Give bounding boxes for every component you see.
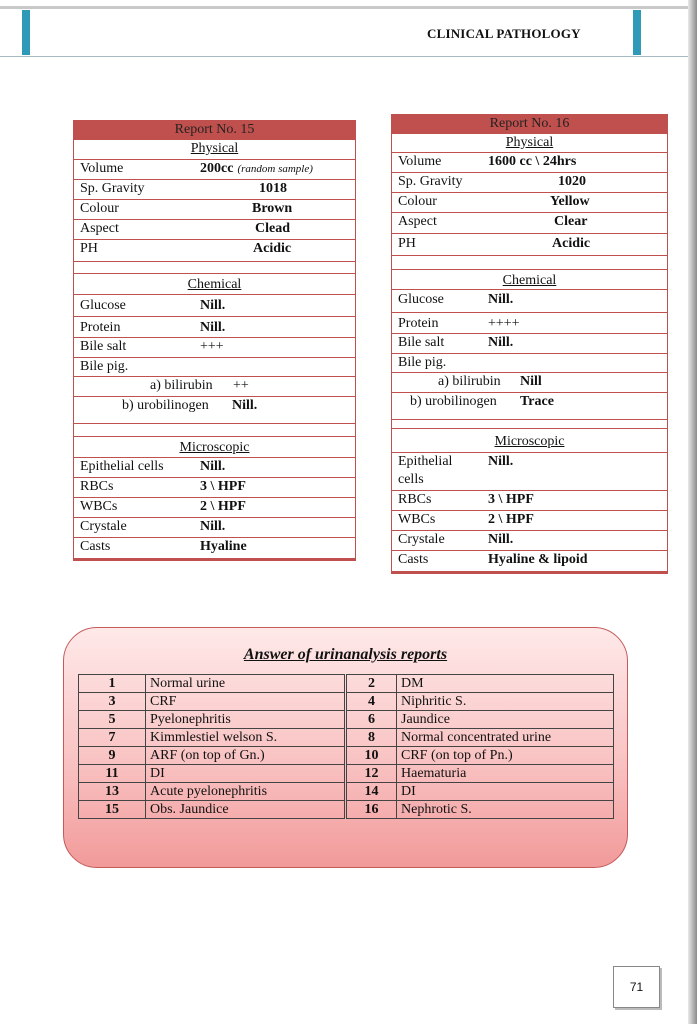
colour-row [74,199,355,219]
wbcs-value: 2 \ HPF [200,499,246,514]
table-row [79,765,614,783]
answer-diagnosis: ARF (on top of Gn.) [146,747,346,765]
spacer-row [392,255,667,269]
glucose-label: Glucose [398,292,444,307]
sp-gravity-row [74,179,355,199]
page-header [0,10,697,57]
aspect-value: Clead [255,221,290,236]
colour-value: Yellow [550,194,590,209]
answer-number: 1 [79,675,146,693]
aspect-value: Clear [554,214,588,229]
answer-diagnosis: CRF [146,693,346,711]
answer-number: 4 [346,693,397,711]
answer-diagnosis: DI [397,783,614,801]
answer-number: 11 [79,765,146,783]
answer-diagnosis: DI [146,765,346,783]
sp-gravity-row [392,172,667,192]
answer-diagnosis: Jaundice [397,711,614,729]
urobilinogen-value: Nill. [232,398,258,413]
bile-salt-value: +++ [200,339,224,354]
casts-row [392,550,667,573]
bile-pig-row [74,357,355,376]
answer-diagnosis: CRF (on top of Pn.) [397,747,614,765]
wbcs-label: WBCs [80,499,118,514]
crystale-label: Crystale [80,519,127,534]
ph-value: Acidic [253,241,292,256]
protein-value: Nill. [200,320,226,335]
epithelial-row [74,457,355,477]
epithelial-value: Nill. [488,454,514,469]
rbcs-label: RBCs [80,479,114,494]
protein-value: ++++ [488,316,520,331]
report-15-table [73,120,356,561]
casts-label: Casts [398,552,429,567]
crystale-value: Nill. [488,532,514,547]
table-row [79,783,614,801]
protein-row [74,316,355,337]
bile-pig-label: Bile pig. [398,355,447,370]
colour-row [392,192,667,212]
answer-number: 3 [79,693,146,711]
bile-salt-row [392,333,667,353]
urobilinogen-row [392,392,667,419]
spacer-row [74,423,355,436]
answer-number: 2 [346,675,397,693]
bile-salt-label: Bile salt [398,335,445,350]
wbcs-row [74,497,355,517]
rbcs-value: 3 \ HPF [488,492,534,507]
epithelial-row [392,452,667,490]
glucose-value: Nill. [200,298,226,313]
chemical-heading: Chemical [392,269,667,289]
bilirubin-label: a) bilirubin [150,378,213,393]
report-16-table [391,114,668,574]
urobilinogen-row [74,396,355,423]
casts-row [74,537,355,560]
glucose-row [74,294,355,316]
bile-salt-row [74,337,355,357]
aspect-label: Aspect [398,214,437,229]
glucose-value: Nill. [488,292,514,307]
volume-note: (random sample) [237,163,313,175]
glucose-row [392,289,667,312]
aspect-row [74,219,355,239]
wbcs-value: 2 \ HPF [488,512,534,527]
sp-gravity-label: Sp. Gravity [80,181,145,196]
volume-row [392,152,667,172]
sp-gravity-value: 1018 [259,181,287,196]
volume-label: Volume [80,161,124,176]
volume-label: Volume [398,154,442,169]
bilirubin-label: a) bilirubin [438,374,501,389]
epithelial-label: Epithelial [398,454,453,469]
answer-number: 15 [79,801,146,819]
epithelial-label-line2: cells [398,472,424,487]
bilirubin-row [74,376,355,396]
table-row [79,801,614,819]
volume-value: 1600 cc \ 24hrs [488,154,577,169]
rbcs-row [74,477,355,497]
spacer-row [392,419,667,428]
sp-gravity-label: Sp. Gravity [398,174,463,189]
bile-pig-label: Bile pig. [80,359,129,374]
rbcs-label: RBCs [398,492,432,507]
bilirubin-row [392,372,667,392]
answer-number: 13 [79,783,146,801]
answer-diagnosis: Niphritic S. [397,693,614,711]
answer-number: 9 [79,747,146,765]
table-row [79,711,614,729]
top-rule [0,6,697,9]
physical-heading: Physical [392,133,667,152]
bile-salt-label: Bile salt [80,339,127,354]
glucose-label: Glucose [80,298,126,313]
urobilinogen-value: Trace [520,394,554,409]
header-tab-left [22,10,30,55]
ph-row [392,233,667,255]
spacer-row [74,261,355,273]
answers-title: Answer of urinanalysis reports [243,646,448,663]
protein-label: Protein [398,316,439,331]
table-row [79,693,614,711]
answer-diagnosis: Normal urine [146,675,346,693]
bilirubin-value: ++ [233,378,249,393]
page-number: 71 [613,966,660,1008]
crystale-label: Crystale [398,532,445,547]
answer-number: 7 [79,729,146,747]
sp-gravity-value: 1020 [558,174,586,189]
protein-row [392,312,667,333]
urobilinogen-label: b) urobilinogen [410,394,497,409]
answer-diagnosis: Haematuria [397,765,614,783]
answer-number: 10 [346,747,397,765]
header-tab-right [633,10,641,55]
wbcs-label: WBCs [398,512,436,527]
answer-diagnosis: Nephrotic S. [397,801,614,819]
rbcs-value: 3 \ HPF [200,479,246,494]
ph-row [74,239,355,261]
answer-number: 5 [79,711,146,729]
physical-heading: Physical [74,139,355,159]
table-row [79,747,614,765]
ph-label: PH [398,236,416,251]
aspect-row [392,212,667,233]
report-16-title: Report No. 16 [392,115,667,133]
urobilinogen-label: b) urobilinogen [122,398,209,413]
bilirubin-value: Nill [520,374,542,389]
answer-diagnosis: Pyelonephritis [146,711,346,729]
page-edge-shadow [688,0,697,1024]
epithelial-value: Nill. [200,459,226,474]
volume-value: 200cc [200,161,234,176]
answer-diagnosis: DM [397,675,614,693]
volume-row [74,159,355,179]
casts-value: Hyaline [200,539,247,554]
epithelial-label: Epithelial cells [80,459,164,474]
answer-diagnosis: Normal concentrated urine [397,729,614,747]
casts-value: Hyaline & lipoid [488,552,588,567]
answers-table [78,674,614,819]
crystale-value: Nill. [200,519,226,534]
answers-panel [63,627,628,868]
colour-value: Brown [252,201,293,216]
answer-diagnosis: Acute pyelonephritis [146,783,346,801]
crystale-row [392,530,667,550]
wbcs-row [392,510,667,530]
colour-label: Colour [398,194,437,209]
bile-salt-value: Nill. [488,335,514,350]
ph-label: PH [80,241,98,256]
report-15-title: Report No. 15 [74,121,355,139]
answer-diagnosis: Kimmlestiel welson S. [146,729,346,747]
section-title: CLINICAL PATHOLOGY [427,26,581,41]
answer-number: 14 [346,783,397,801]
colour-label: Colour [80,201,119,216]
bile-pig-row [392,353,667,372]
casts-label: Casts [80,539,111,554]
ph-value: Acidic [552,236,591,251]
crystale-row [74,517,355,537]
table-row [79,675,614,693]
answer-diagnosis: Obs. Jaundice [146,801,346,819]
table-row [79,729,614,747]
answer-number: 16 [346,801,397,819]
aspect-label: Aspect [80,221,119,236]
answer-number: 6 [346,711,397,729]
chemical-heading: Chemical [74,273,355,294]
protein-label: Protein [80,320,121,335]
answer-number: 12 [346,765,397,783]
microscopic-heading: Microscopic [392,428,667,452]
answer-number: 8 [346,729,397,747]
microscopic-heading: Microscopic [74,436,355,457]
rbcs-row [392,490,667,510]
